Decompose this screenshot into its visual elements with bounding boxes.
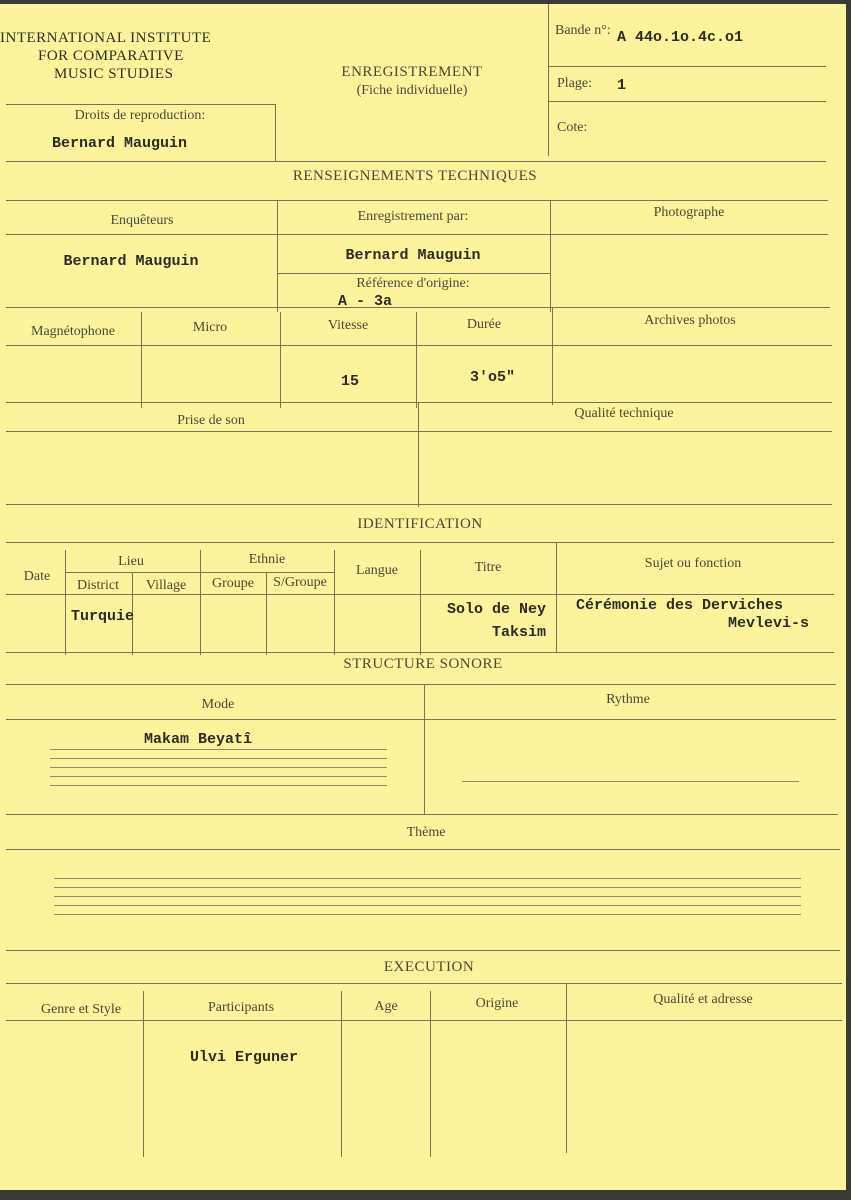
staff-line: [54, 914, 801, 915]
divider: [6, 719, 836, 720]
staff-line: [50, 785, 387, 786]
qualite-technique-label: Qualité technique: [574, 406, 674, 421]
divider: [6, 307, 830, 308]
divider: [6, 504, 832, 505]
divider: [65, 550, 66, 655]
divider: [341, 991, 342, 1157]
staff-line: [54, 878, 801, 879]
ethnie-label: Ethnie: [248, 552, 286, 567]
divider: [6, 200, 828, 201]
vitesse-label: Vitesse: [327, 318, 369, 333]
photographe-label: Photographe: [653, 205, 725, 220]
divider: [275, 104, 276, 161]
card-subtitle: (Fiche individuelle): [356, 83, 468, 98]
archives-label: Archives photos: [644, 313, 736, 328]
section-title-technique: RENSEIGNEMENTS TECHNIQUES: [292, 168, 538, 184]
genre-label: Genre et Style: [40, 1002, 122, 1017]
enqueteurs-value: Bernard Mauguin: [63, 253, 199, 270]
staff-line: [50, 776, 387, 777]
age-label: Age: [374, 999, 398, 1014]
staff-line: [54, 887, 801, 888]
divider: [200, 550, 201, 655]
sgroupe-label: S/Groupe: [273, 575, 327, 590]
reference-label: Référence d'origine:: [356, 276, 470, 291]
divider: [566, 983, 567, 1153]
divider: [277, 273, 550, 274]
village-label: Village: [145, 578, 187, 593]
divider: [280, 312, 281, 408]
card-title: ENREGISTREMENT: [341, 64, 483, 80]
divider: [6, 402, 832, 403]
section-title-structure: STRUCTURE SONORE: [343, 656, 503, 672]
divider: [6, 684, 836, 685]
staff-line: [54, 905, 801, 906]
divider: [6, 234, 828, 235]
staff-line: [54, 896, 801, 897]
divider: [430, 991, 431, 1157]
groupe-label: Groupe: [212, 576, 254, 591]
divider: [334, 550, 335, 655]
vitesse-value: 15: [341, 373, 360, 390]
section-title-execution: EXECUTION: [383, 959, 475, 975]
divider: [6, 594, 834, 595]
mode-label: Mode: [201, 697, 235, 712]
section-title-identification: IDENTIFICATION: [357, 516, 483, 532]
divider: [548, 4, 549, 156]
divider: [548, 66, 826, 67]
divider: [141, 312, 142, 408]
enregistrement-value: Bernard Mauguin: [345, 247, 481, 264]
divider: [6, 104, 275, 105]
divider: [552, 307, 553, 405]
titre-label: Titre: [474, 560, 502, 575]
duree-label: Durée: [466, 317, 502, 332]
divider: [424, 684, 425, 814]
droits-value: Bernard Mauguin: [52, 135, 188, 152]
divider: [416, 312, 417, 408]
divider: [6, 950, 840, 951]
plage-value: 1: [617, 77, 627, 94]
divider: [6, 652, 834, 653]
divider: [143, 991, 144, 1157]
enregistrement-label: Enregistrement par:: [357, 209, 469, 224]
sujet-value-line-1: Cérémonie des Derviches: [576, 597, 784, 614]
divider: [6, 431, 832, 432]
reference-value: A - 3a: [338, 293, 393, 310]
staff-line: [50, 758, 387, 759]
theme-label: Thème: [406, 825, 446, 840]
participants-label: Participants: [207, 1000, 275, 1015]
micro-label: Micro: [192, 320, 228, 335]
bande-label: Bande n°:: [555, 23, 611, 38]
divider: [556, 542, 557, 652]
divider: [266, 572, 267, 655]
rythme-line: [462, 781, 799, 782]
divider: [6, 542, 834, 543]
rythme-label: Rythme: [606, 692, 650, 707]
institute-line-1: INTERNATIONAL INSTITUTE: [0, 30, 212, 46]
cote-label: Cote:: [557, 120, 588, 135]
index-card: [0, 4, 846, 1190]
prise-label: Prise de son: [177, 413, 245, 428]
divider: [6, 983, 842, 984]
staff-line: [50, 749, 387, 750]
magnetophone-label: Magnétophone: [31, 324, 115, 339]
divider: [6, 814, 838, 815]
institute-line-3: MUSIC STUDIES: [54, 66, 174, 82]
titre-value-line-2: Taksim: [491, 624, 546, 641]
enqueteurs-label: Enquêteurs: [110, 213, 174, 228]
divider: [548, 101, 826, 102]
divider: [550, 200, 551, 312]
sujet-value-line-2: Mevlevi-s: [727, 615, 809, 632]
divider: [418, 402, 419, 507]
sujet-label: Sujet ou fonction: [644, 556, 742, 571]
plage-label: Plage:: [557, 76, 592, 91]
duree-value: 3'o5": [470, 369, 516, 386]
staff-line: [50, 767, 387, 768]
divider: [6, 161, 826, 162]
divider: [420, 550, 421, 655]
mode-value: Makam Beyatî: [144, 731, 253, 748]
divider: [6, 849, 840, 850]
droits-label: Droits de reproduction:: [74, 108, 206, 123]
origine-label: Origine: [475, 996, 519, 1011]
divider: [6, 1020, 842, 1021]
titre-value-line-1: Solo de Ney: [446, 601, 546, 618]
langue-label: Langue: [356, 563, 398, 578]
divider: [277, 200, 278, 312]
participants-value: Ulvi Erguner: [190, 1049, 299, 1066]
qualite-adresse-label: Qualité et adresse: [653, 992, 753, 1007]
bande-value: A 44o.1o.4c.o1: [617, 29, 744, 46]
lieu-label: Lieu: [118, 554, 144, 569]
district-value: Turquie: [71, 608, 135, 625]
divider: [6, 345, 832, 346]
district-label: District: [77, 578, 119, 593]
institute-line-2: FOR COMPARATIVE: [38, 48, 184, 64]
date-label: Date: [23, 569, 51, 584]
